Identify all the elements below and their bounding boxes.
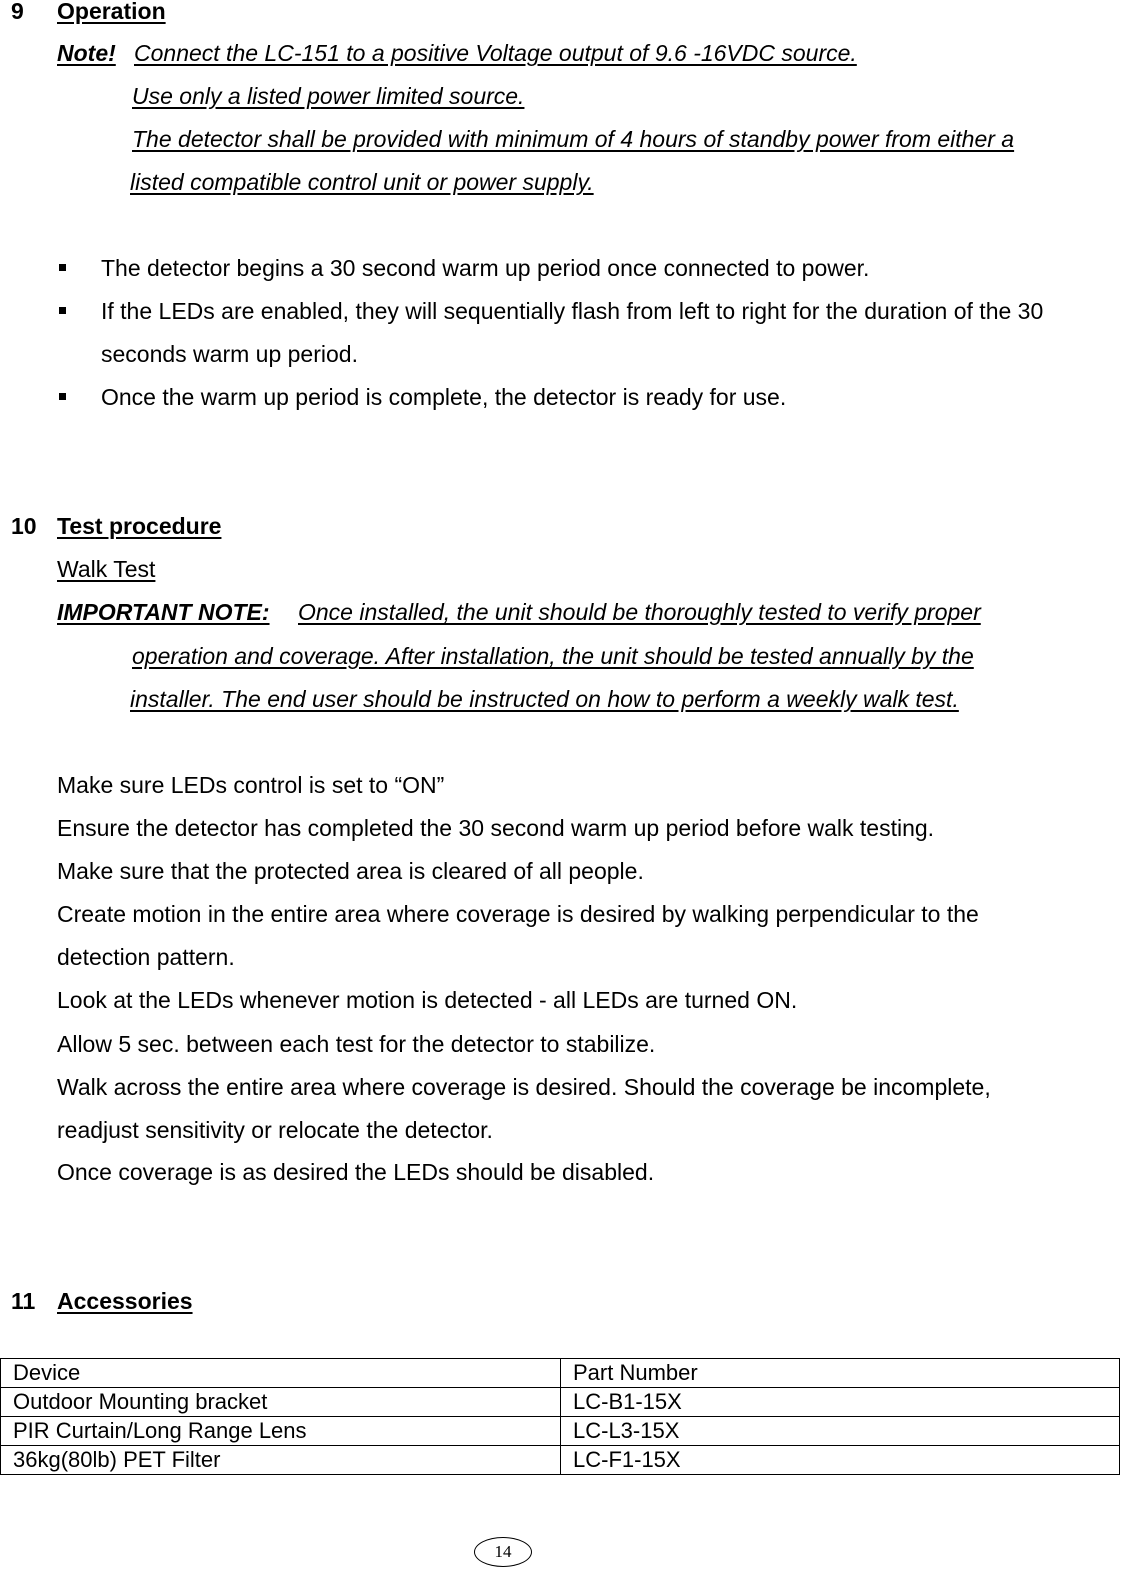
note-line: Use only a listed power limited source. [132,83,525,109]
test-step: Ensure the detector has completed the 30 second warm up period before walk testing. [57,815,935,841]
test-step: Create motion in the entire area where coverage is desired by walking perpendicular to the [57,901,979,927]
important-note-line: Once installed, the unit should be thoroughly tested to verify proper [298,599,981,625]
bullet-icon [59,307,66,314]
table-cell-part-number: LC-B1-15X [561,1388,1120,1417]
table-cell-device: 36kg(80lb) PET Filter [1,1446,561,1475]
table-header-cell: Part Number [561,1359,1120,1388]
section-9-number: 9 [11,0,24,24]
bullet-icon [59,264,66,271]
table-row [1,1446,1120,1475]
section-10-number: 10 [11,513,37,539]
section-10-title: Test procedure [57,513,222,539]
page-number: 14 [474,1537,532,1567]
table-cell-part-number: LC-L3-15X [561,1417,1120,1446]
table-cell-device: PIR Curtain/Long Range Lens [1,1417,561,1446]
important-note-line: installer. The end user should be instructed on how to perform a weekly walk test. [130,686,959,712]
note-label: Note! [57,40,116,66]
accessories-table [0,1358,1120,1475]
bullet-text: Once the warm up period is complete, the detector is ready for use. [101,384,787,410]
important-note-label: IMPORTANT NOTE: [57,599,270,625]
table-header-cell: Device [1,1359,561,1388]
bullet-text: The detector begins a 30 second warm up period once connected to power. [101,255,870,281]
table-cell-device: Outdoor Mounting bracket [1,1388,561,1417]
bullet-text-continued: seconds warm up period. [101,341,358,367]
table-row [1,1388,1120,1417]
bullet-text: If the LEDs are enabled, they will sequentially flash from left to right for the duration of the 30 [101,298,1044,324]
note-line: The detector shall be provided with minimum of 4 hours of standby power from either a [132,126,1015,152]
test-step-continued: readjust sensitivity or relocate the detector. [57,1117,493,1143]
test-step: Make sure that the protected area is cleared of all people. [57,858,644,884]
test-step: Make sure LEDs control is set to “ON” [57,772,445,798]
test-step: Once coverage is as desired the LEDs should be disabled. [57,1159,655,1185]
test-step-continued: detection pattern. [57,944,235,970]
table-row [1,1417,1120,1446]
section-9-title: Operation [57,0,166,24]
walk-test-subtitle: Walk Test [57,556,156,582]
test-step: Allow 5 sec. between each test for the detector to stabilize. [57,1031,656,1057]
table-cell-part-number: LC-F1-15X [561,1446,1120,1475]
test-step: Look at the LEDs whenever motion is detected - all LEDs are turned ON. [57,987,798,1013]
section-11-title: Accessories [57,1288,193,1314]
note-line: Connect the LC-151 to a positive Voltage output of 9.6 -16VDC source. [134,40,857,66]
note-line: listed compatible control unit or power supply. [130,169,594,195]
important-note-line: operation and coverage. After installation, the unit should be tested annually by the [132,643,974,669]
section-11-number: 11 [11,1288,36,1314]
table-header-row [1,1359,1120,1388]
test-step: Walk across the entire area where coverage is desired. Should the coverage be incomplete, [57,1074,991,1100]
bullet-icon [59,393,66,400]
